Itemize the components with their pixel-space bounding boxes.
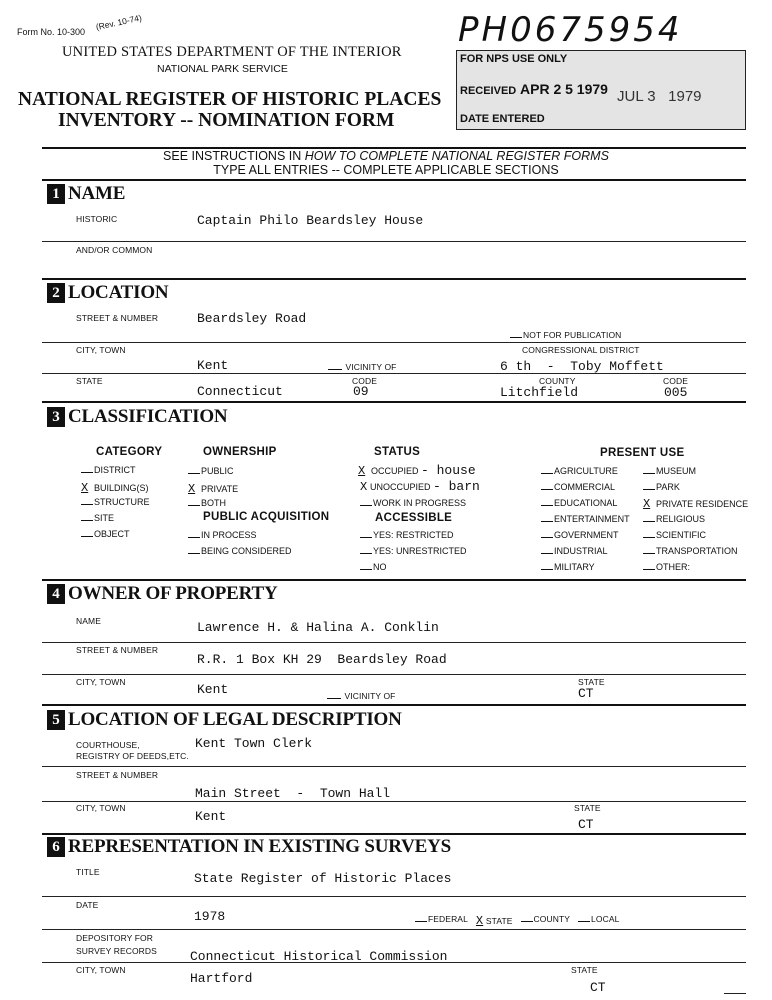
divider — [42, 801, 746, 802]
category-option-structure[interactable] — [81, 497, 150, 507]
present-use-park[interactable] — [643, 482, 680, 492]
county-code-field[interactable]: 005 — [664, 385, 688, 400]
option-label: RELIGIOUS — [656, 514, 706, 524]
checkbox-blank[interactable] — [643, 521, 655, 522]
present-use-religious[interactable] — [643, 514, 705, 524]
option-label: ENTERTAINMENT — [554, 514, 630, 524]
category-heading: CATEGORY — [96, 446, 163, 458]
checkbox-blank[interactable] — [360, 505, 372, 506]
divider — [42, 674, 746, 675]
courthouse-field[interactable]: Kent Town Clerk — [195, 736, 313, 751]
checkbox-blank[interactable] — [643, 553, 655, 554]
survey-city-field[interactable]: Hartford — [190, 971, 253, 986]
checkbox-checked[interactable]: X — [643, 497, 651, 511]
status-option-work-in-progress[interactable] — [360, 498, 466, 508]
option-label: SCIENTIFIC — [656, 530, 707, 540]
option-label: STRUCTURE — [94, 497, 150, 507]
survey-level-county[interactable] — [521, 914, 571, 928]
survey-state-field[interactable]: CT — [590, 980, 606, 995]
checkbox-blank[interactable] — [541, 569, 553, 570]
section-title: LOCATION — [68, 282, 169, 303]
registry-label: REGISTRY OF DEEDS,ETC. — [76, 751, 189, 761]
section-number-badge: 1 — [47, 184, 65, 204]
present-use-entertainment[interactable] — [541, 514, 630, 524]
checkbox-blank[interactable] — [521, 921, 533, 922]
street-number-label: STREET & NUMBER — [76, 313, 159, 323]
option-label: MUSEUM — [656, 466, 696, 476]
date-entered-label: DATE ENTERED — [460, 113, 545, 125]
depository-label-line1: DEPOSITORY FOR — [76, 933, 153, 943]
historic-label: HISTORIC — [76, 214, 118, 224]
option-label: BOTH — [201, 498, 227, 508]
legal-state-field[interactable]: CT — [578, 817, 594, 832]
section-title: REPRESENTATION IN EXISTING SURVEYS — [68, 836, 452, 857]
checkbox-checked[interactable]: X — [81, 481, 89, 495]
checkbox-blank[interactable] — [541, 553, 553, 554]
county-field[interactable]: Litchfield — [500, 385, 579, 400]
option-label: UNOCCUPIED — [370, 482, 431, 492]
option-label: NOT FOR PUBLICATION — [523, 330, 622, 340]
divider — [42, 579, 746, 581]
survey-level-federal[interactable] — [415, 914, 468, 928]
checkbox-blank[interactable] — [541, 489, 553, 490]
survey-level-state[interactable] — [476, 914, 513, 928]
present-use-private-residence[interactable] — [643, 497, 748, 511]
owner-city-label: CITY, TOWN — [76, 677, 126, 687]
owner-street-field[interactable]: R.R. 1 Box KH 29 Beardsley Road — [197, 652, 447, 667]
section-title: CLASSIFICATION — [68, 406, 228, 427]
nps-box-heading: FOR NPS USE ONLY — [460, 53, 568, 65]
survey-level-local[interactable] — [578, 914, 619, 928]
option-label: VICINITY OF — [344, 691, 396, 701]
city-town-label: CITY, TOWN — [76, 345, 126, 355]
status-note: - barn — [433, 479, 480, 494]
checkbox-blank[interactable] — [643, 537, 655, 538]
divider-fragment — [724, 993, 746, 994]
present-use-government[interactable] — [541, 530, 619, 540]
public-acquisition-heading: PUBLIC ACQUISITION — [203, 511, 330, 523]
category-option-district[interactable] — [81, 465, 136, 475]
section-number-badge: 3 — [47, 407, 65, 427]
divider — [42, 704, 746, 706]
present-use-scientific[interactable] — [643, 530, 706, 540]
section-1-header — [47, 183, 125, 205]
present-use-other[interactable] — [643, 562, 690, 572]
option-label: OCCUPIED — [371, 466, 419, 476]
present-use-military[interactable] — [541, 562, 595, 572]
street-number-field[interactable]: Beardsley Road — [197, 311, 307, 326]
option-label: OTHER: — [656, 562, 691, 572]
form-title-line2: INVENTORY -- NOMINATION FORM — [58, 110, 395, 131]
checkbox-blank[interactable] — [510, 337, 522, 338]
legal-city-label: CITY, TOWN — [76, 803, 126, 813]
survey-title-field[interactable]: State Register of Historic Places — [194, 871, 452, 886]
courthouse-label: COURTHOUSE, — [76, 740, 140, 750]
present-use-commercial[interactable] — [541, 482, 615, 492]
option-label: WORK IN PROGRESS — [373, 498, 467, 508]
form-number: Form No. 10-300 — [17, 27, 86, 37]
option-label: COUNTY — [533, 914, 571, 924]
survey-title-label: TITLE — [76, 867, 100, 877]
section-number-badge: 2 — [47, 283, 65, 303]
instructions-line1 — [0, 149, 772, 163]
option-label: YES: UNRESTRICTED — [373, 546, 467, 556]
divider — [42, 342, 746, 343]
checkbox-checked[interactable]: X — [475, 914, 484, 928]
checkbox-blank[interactable] — [643, 489, 655, 490]
owner-street-label: STREET & NUMBER — [76, 645, 159, 655]
divider — [42, 373, 746, 374]
category-option-object[interactable] — [81, 529, 130, 539]
common-name-label: AND/OR COMMON — [76, 245, 153, 255]
option-label: PARK — [656, 482, 680, 492]
section-6-header — [47, 836, 451, 858]
congressional-district-label: CONGRESSIONAL DISTRICT — [522, 345, 640, 355]
divider — [42, 896, 746, 897]
category-option-buildings[interactable] — [81, 481, 149, 495]
instructions-prefix: SEE INSTRUCTIONS IN — [163, 149, 305, 163]
divider — [42, 401, 746, 403]
city-town-field[interactable]: Kent — [197, 358, 229, 373]
present-use-museum[interactable] — [643, 466, 696, 476]
checkbox-blank[interactable] — [643, 569, 655, 570]
checkbox-blank[interactable] — [360, 569, 372, 570]
survey-city-label: CITY, TOWN — [76, 965, 126, 975]
section-number-badge: 6 — [47, 837, 65, 857]
option-label: COMMERCIAL — [554, 482, 616, 492]
section-title: LOCATION OF LEGAL DESCRIPTION — [68, 709, 402, 730]
accessible-heading: ACCESSIBLE — [375, 512, 453, 524]
survey-level-options — [415, 914, 619, 928]
checkbox-blank[interactable] — [81, 472, 93, 473]
county-code-label: CODE — [663, 376, 688, 386]
received-label: RECEIVED — [460, 85, 517, 97]
checkbox-checked[interactable]: X — [358, 464, 366, 478]
option-label: STATE — [485, 916, 513, 926]
section-title: OWNER OF PROPERTY — [68, 583, 278, 604]
owner-state-field[interactable]: CT — [578, 686, 594, 701]
option-label: MILITARY — [554, 562, 595, 572]
option-label: YES: RESTRICTED — [373, 530, 454, 540]
checkbox-blank[interactable] — [328, 369, 342, 370]
option-label: AGRICULTURE — [554, 466, 618, 476]
divider — [42, 278, 746, 280]
form-title-line1: NATIONAL REGISTER OF HISTORIC PLACES — [18, 89, 442, 110]
handwritten-reference-number: PH0675954 — [458, 10, 683, 50]
survey-date-field[interactable]: 1978 — [194, 909, 226, 924]
section-2-header — [47, 282, 168, 304]
checkbox-blank[interactable] — [578, 921, 590, 922]
checkbox-blank[interactable] — [188, 537, 200, 538]
department-name: UNITED STATES DEPARTMENT OF THE INTERIOR — [62, 44, 402, 60]
accessible-option-restricted[interactable] — [360, 530, 454, 540]
received-date-stamp: APR 2 5 1979 — [520, 81, 608, 97]
survey-date-label: DATE — [76, 900, 99, 910]
checkbox-blank[interactable] — [188, 505, 200, 506]
checkbox-checked[interactable]: X — [188, 482, 196, 496]
owner-name-field[interactable]: Lawrence H. & Halina A. Conklin — [197, 620, 439, 635]
divider — [42, 833, 746, 835]
option-label: OBJECT — [94, 529, 130, 539]
checkbox-blank[interactable] — [188, 473, 200, 474]
divider — [42, 766, 746, 767]
section-4-header — [47, 583, 278, 605]
section-title: NAME — [68, 183, 126, 204]
vicinity-option[interactable] — [328, 362, 396, 372]
present-use-transportation[interactable] — [643, 546, 738, 556]
option-label: IN PROCESS — [201, 530, 257, 540]
depository-field[interactable]: Connecticut Historical Commission — [190, 949, 448, 964]
option-label: EDUCATIONAL — [554, 498, 618, 508]
category-option-site[interactable] — [81, 513, 114, 523]
checkbox-blank[interactable] — [81, 536, 93, 537]
option-label: INDUSTRIAL — [554, 546, 608, 556]
acquisition-option-being-considered[interactable] — [188, 546, 292, 556]
divider — [42, 179, 746, 181]
owner-name-label: NAME — [76, 616, 101, 626]
status-note: - house — [421, 463, 476, 478]
ownership-option-public[interactable] — [188, 466, 234, 476]
ownership-option-private[interactable] — [188, 482, 238, 496]
option-label: GOVERNMENT — [554, 530, 619, 540]
accessible-option-unrestricted[interactable] — [360, 546, 467, 556]
not-for-publication-option[interactable] — [510, 330, 621, 340]
checkbox-blank[interactable] — [360, 537, 372, 538]
state-field[interactable]: Connecticut — [197, 384, 283, 399]
status-option-unoccupied[interactable] — [360, 479, 480, 494]
checkbox-checked[interactable]: X — [360, 480, 368, 494]
option-label: SITE — [94, 513, 115, 523]
common-name-field[interactable] — [197, 258, 697, 272]
section-5-header — [47, 709, 402, 731]
checkbox-blank[interactable] — [360, 553, 372, 554]
checkbox-blank[interactable] — [327, 698, 341, 699]
instructions-guide-title: HOW TO COMPLETE NATIONAL REGISTER FORMS — [304, 149, 609, 163]
checkbox-blank[interactable] — [81, 520, 93, 521]
option-label: NO — [373, 562, 387, 572]
option-label: PUBLIC — [201, 466, 234, 476]
status-option-occupied[interactable] — [358, 463, 476, 478]
instructions-line2: TYPE ALL ENTRIES -- COMPLETE APPLICABLE SECTIONS — [213, 163, 559, 177]
accessible-option-no[interactable] — [360, 562, 387, 572]
option-label: LOCAL — [591, 914, 620, 924]
option-label: PRIVATE — [201, 484, 239, 494]
divider — [42, 241, 746, 242]
legal-street-label: STREET & NUMBER — [76, 770, 159, 780]
owner-vicinity-option[interactable] — [327, 691, 395, 701]
legal-city-field[interactable]: Kent — [195, 809, 227, 824]
option-label: BEING CONSIDERED — [201, 546, 292, 556]
option-label: PRIVATE RESIDENCE — [656, 499, 749, 509]
legal-state-label: STATE — [574, 803, 601, 813]
congressional-district-field[interactable]: 6 th - Toby Moffett — [500, 359, 664, 374]
section-number-badge: 5 — [47, 710, 65, 730]
service-name: NATIONAL PARK SERVICE — [157, 63, 288, 75]
county-label: COUNTY — [539, 376, 576, 386]
state-code-label: CODE — [352, 376, 377, 386]
form-revision: (Rev. 10-74) — [94, 12, 143, 33]
option-label: FEDERAL — [428, 914, 468, 924]
historic-name-field[interactable]: Captain Philo Beardsley House — [197, 213, 424, 228]
ownership-heading: OWNERSHIP — [203, 446, 277, 458]
checkbox-blank[interactable] — [541, 521, 553, 522]
legal-street-field[interactable]: Main Street - Town Hall — [195, 786, 391, 801]
section-number-badge: 4 — [47, 584, 65, 604]
present-use-educational[interactable] — [541, 498, 617, 508]
checkbox-blank[interactable] — [415, 921, 427, 922]
nps-use-only-box — [456, 50, 746, 130]
entered-date-stamp: JUL 3 1979 — [617, 88, 702, 105]
option-label: TRANSPORTATION — [656, 546, 738, 556]
checkbox-blank[interactable] — [541, 505, 553, 506]
checkbox-blank[interactable] — [188, 553, 200, 554]
divider — [42, 642, 746, 643]
checkbox-blank[interactable] — [541, 537, 553, 538]
option-label: BUILDING(S) — [94, 483, 149, 493]
section-3-header — [47, 406, 227, 428]
checkbox-blank[interactable] — [643, 473, 655, 474]
status-heading: STATUS — [374, 446, 421, 458]
option-label: VICINITY OF — [345, 362, 397, 372]
divider — [42, 962, 746, 963]
option-label: DISTRICT — [94, 465, 136, 475]
acquisition-option-in-process[interactable] — [188, 530, 257, 540]
depository-label-line2: SURVEY RECORDS — [76, 946, 157, 956]
present-use-heading: PRESENT USE — [600, 447, 685, 459]
survey-state-label: STATE — [571, 965, 598, 975]
state-code-field[interactable]: 09 — [353, 384, 369, 399]
present-use-agriculture[interactable] — [541, 466, 618, 476]
present-use-industrial[interactable] — [541, 546, 608, 556]
owner-city-field[interactable]: Kent — [197, 682, 229, 697]
checkbox-blank[interactable] — [81, 504, 93, 505]
divider — [42, 929, 746, 930]
ownership-option-both[interactable] — [188, 498, 226, 508]
owner-state-label: STATE — [578, 677, 605, 687]
state-label: STATE — [76, 376, 103, 386]
checkbox-blank[interactable] — [541, 473, 553, 474]
